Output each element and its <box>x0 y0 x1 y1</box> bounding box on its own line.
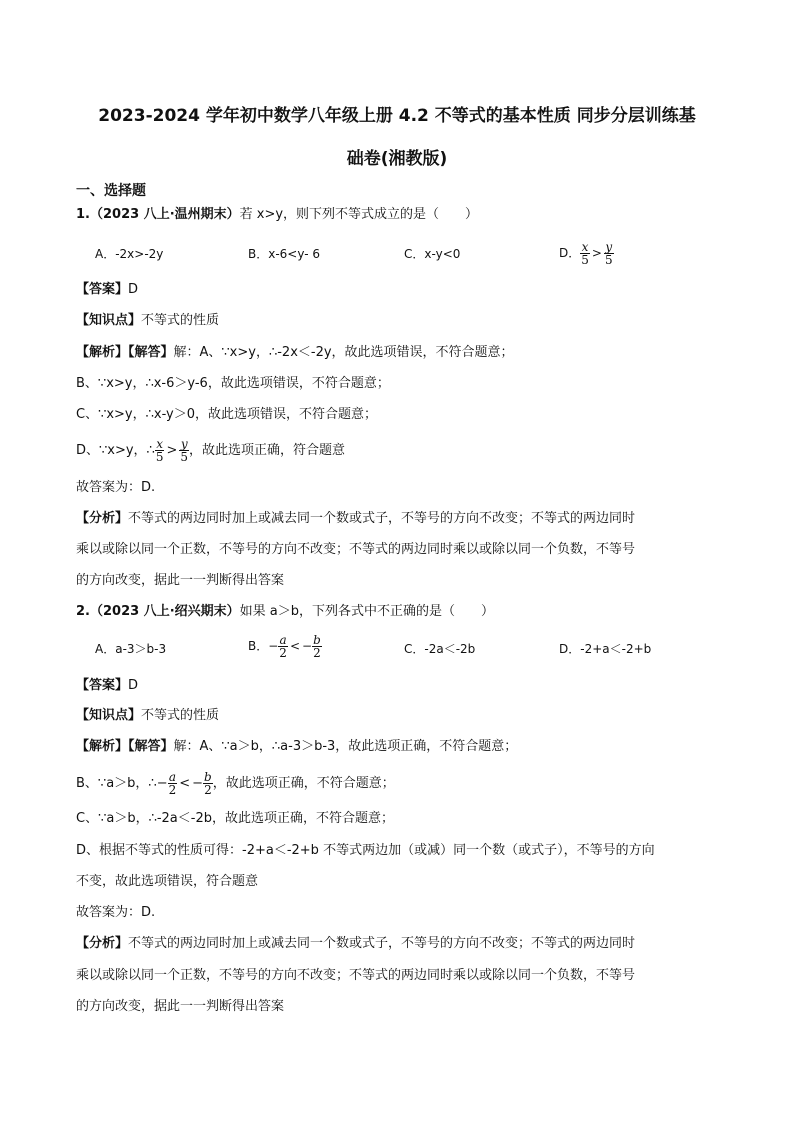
q2-option-d: D．-2+a＜-2+b <box>559 642 652 656</box>
q1-analysis-d: D、∵x>y，∴ $\frac{x}{5}$ > $\frac{y}{5}$ ，故此选项正确，符合题意 <box>76 437 346 464</box>
q2-analysis-b-left-fraction: $\frac{a}{2}$ <box>168 770 177 797</box>
q2-analysis-b-right-fraction: $\frac{b}{2}$ <box>204 770 212 797</box>
q1-analysis-c: C、∵x>y，∴x-y＞0，故此选项错误，不符合题意； <box>76 407 378 422</box>
q1-stem-text: 若 x>y，则下列不等式成立的是（ ） <box>239 207 479 222</box>
q2-knowledge: 【知识点】不等式的性质 <box>76 708 220 723</box>
q2-source: （2023 八上·绍兴期末） <box>89 604 240 619</box>
q1-source: （2023 八上·温州期末） <box>89 207 240 222</box>
q2-analysis-c: C、∵a＞b，∴-2a＜-2b，故此选项正确，不符合题意； <box>76 811 394 826</box>
q1-analysis-a: 【解析】【解答】解：A、∵x>y，∴-2x＜-2y，故此选项错误，不符合题意； <box>76 345 514 360</box>
q2-analysis-d2: 不变，故此选项错误，符合题意 <box>76 874 259 889</box>
q1-option-d-right-fraction: $\frac{y}{5}$ <box>604 240 613 267</box>
q1-option-b: B．x-6<y- 6 <box>248 247 321 261</box>
q2-summary-2: 乘以或除以同一个正数，不等号的方向不改变；不等式的两边同时乘以或除以同一个负数，不等号 <box>76 968 636 983</box>
q1-option-c: C．x-y<0 <box>404 247 461 261</box>
q1-answer: 【答案】D <box>76 282 139 297</box>
q1-option-d: D． $\frac{x}{5}$ > $\frac{y}{5}$ <box>559 240 613 267</box>
q2-summary-1: 【分析】不等式的两边同时加上或减去同一个数或式子，不等号的方向不改变；不等式的两边同时 <box>76 936 636 951</box>
q1-option-d-left-fraction: $\frac{x}{5}$ <box>581 240 589 267</box>
q1-conclusion: 故答案为：D. <box>76 480 156 495</box>
q2-option-b-right-fraction: $\frac{b}{2}$ <box>313 633 321 660</box>
q2-answer: 【答案】D <box>76 678 139 693</box>
q2-number: 2. <box>76 604 90 619</box>
q1-analysis-d-right-fraction: $\frac{y}{5}$ <box>180 437 189 464</box>
q2-stem-text: 如果 a＞b，下列各式中不正确的是（ ） <box>239 604 494 619</box>
q2-stem <box>76 602 726 622</box>
q1-summary-1: 【分析】不等式的两边同时加上或减去同一个数或式子，不等号的方向不改变；不等式的两边同时 <box>76 511 636 526</box>
q1-knowledge: 【知识点】不等式的性质 <box>76 313 220 328</box>
q2-analysis-a: 【解析】【解答】解：A、∵a＞b，∴a-3＞b-3，故此选项正确，不符合题意； <box>76 739 518 754</box>
q2-conclusion: 故答案为：D. <box>76 905 156 920</box>
q1-option-a: A．-2x>-2y <box>95 247 164 261</box>
q1-summary-3: 的方向改变，据此一一判断得出答案 <box>76 573 285 588</box>
q2-option-a: A．a-3＞b-3 <box>95 642 167 656</box>
document-title-line-1: 2023-2024 学年初中数学八年级上册 4.2 不等式的基本性质 同步分层训练基 <box>98 106 696 126</box>
q1-option-d-prefix: D． <box>559 246 581 260</box>
q1-number: 1. <box>76 207 90 222</box>
q2-analysis-b: B、∵a＞b，∴− $\frac{a}{2}$ < − $\frac{b}{2}$ ，故此选项正确，不符合题意； <box>76 770 395 797</box>
q2-summary-3: 的方向改变，据此一一判断得出答案 <box>76 999 285 1014</box>
section-heading: 一、选择题 <box>76 183 146 199</box>
q1-summary-2: 乘以或除以同一个正数，不等号的方向不改变；不等式的两边同时乘以或除以同一个负数，不等号 <box>76 542 636 557</box>
q1-analysis-b: B、∵x>y，∴x-6＞y-6，故此选项错误，不符合题意； <box>76 376 390 391</box>
q2-option-c: C．-2a＜-2b <box>404 642 476 656</box>
q2-analysis-d1: D、根据不等式的性质可得：-2+a＜-2+b 不等式两边加（或减）同一个数（或式子），不等号的方向 <box>76 843 655 858</box>
q1-analysis-d-left-fraction: $\frac{x}{5}$ <box>155 437 164 464</box>
q2-option-b-left-fraction: $\frac{a}{2}$ <box>279 633 287 660</box>
q2-option-b: B．− $\frac{a}{2}$ < − $\frac{b}{2}$ <box>248 633 321 660</box>
q1-stem <box>76 205 726 225</box>
document-title-line-2: 础卷(湘教版) <box>346 149 448 169</box>
